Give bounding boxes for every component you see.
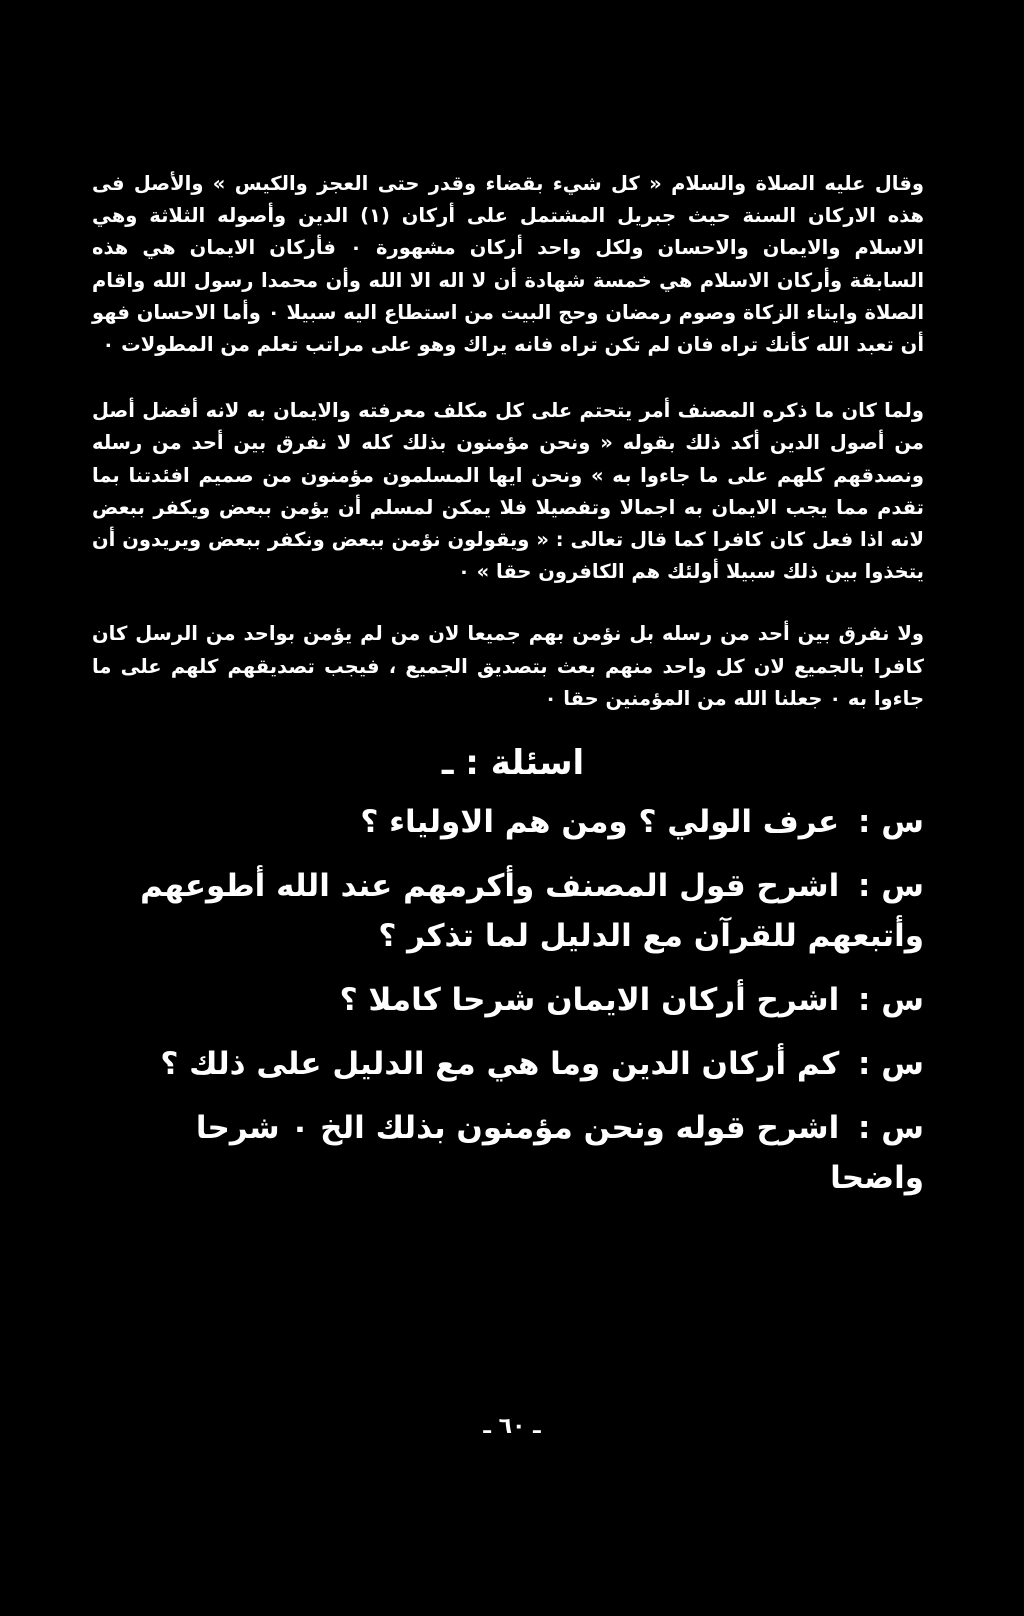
question-prefix: س : [858,868,924,905]
question-item [92,861,924,961]
question-prefix: س : [858,982,924,1019]
question-item [92,797,924,847]
question-text: عرف الولي ؟ ومن هم الاولياء ؟ [360,804,840,841]
paragraph-2: ولما كان ما ذكره المصنف أمر يتحتم على كل مكلف معرفته والايمان به لانه أفضل أصل من أصول الدين أكد ذلك بقوله « ونحن مؤمنون بذلك كله لا نفرق بين أحد من رسله ونصدقهم كلهم على ما جاءوا به » ونحن ايها المسلمون مؤمنون من صميم افئدتنا بما تقدم مما يجب الايمان به اجمالا وتفصيلا فلا يمكن لمسلم أن يؤمن ببعض ويكفر ببعض لانه اذا فعل كان كافرا كما قال تعالى : « ويقولون نؤمن ببعض ونكفر ببعض ويريدون أن يتخذوا بين ذلك سبيلا أولئك هم الكافرون حقا » ٠ [92,399,924,584]
question-prefix: س : [858,804,924,841]
paragraph-1: وقال عليه الصلاة والسلام « كل شيء بقضاء وقدر حتى العجز والكيس » والأصل فى هذه الاركان السنة حيث جبريل المشتمل على أركان (١) الدين وأصوله الثلاثة وهي الاسلام والايمان والاحسان ولكل واحد أركان مشهورة ٠ فأركان الايمان هي هذه السابقة وأركان الاسلام هي خمسة شهادة أن لا اله الا الله وأن محمدا رسول الله واقام الصلاة وايتاء الزكاة وصوم رمضان وحج البيت من استطاع اليه سبيلا ٠ وأما الاحسان فهو أن تعبد الله كأنك تراه فان لم تكن تراه فانه يراك وهو على مراتب تعلم من المطولات ٠ [92,172,924,357]
question-text: كم أركان الدين وما هي مع الدليل على ذلك ؟ [160,1046,840,1083]
questions-heading: اسئلة : ـ [441,743,585,784]
question-text: اشرح قول المصنف وأكرمهم عند الله أطوعهم وأتبعهم للقرآن مع الدليل لما تذكر ؟ [140,868,924,955]
questions-list [92,797,924,1203]
question-prefix: س : [858,1046,924,1083]
question-text: اشرح قوله ونحن مؤمنون بذلك الخ ٠ شرحا واضحا [195,1110,924,1197]
question-prefix: س : [858,1110,924,1147]
paragraph-3: ولا نفرق بين أحد من رسله بل نؤمن بهم جميعا لان من لم يؤمن بواحد من الرسل كان كافرا بالجميع لان كل واحد منهم بعث بتصديق الجميع ، فيجب تصديقهم كلهم على ما جاءوا به ٠ جعلنا الله من المؤمنين حقا ٠ [92,622,924,710]
question-text: اشرح أركان الايمان شرحا كاملا ؟ [339,982,840,1019]
page-body [92,168,924,1217]
question-item [92,975,924,1025]
question-item [92,1039,924,1089]
page-number: ـ ٦٠ ـ [483,1414,541,1439]
question-item [92,1103,924,1203]
